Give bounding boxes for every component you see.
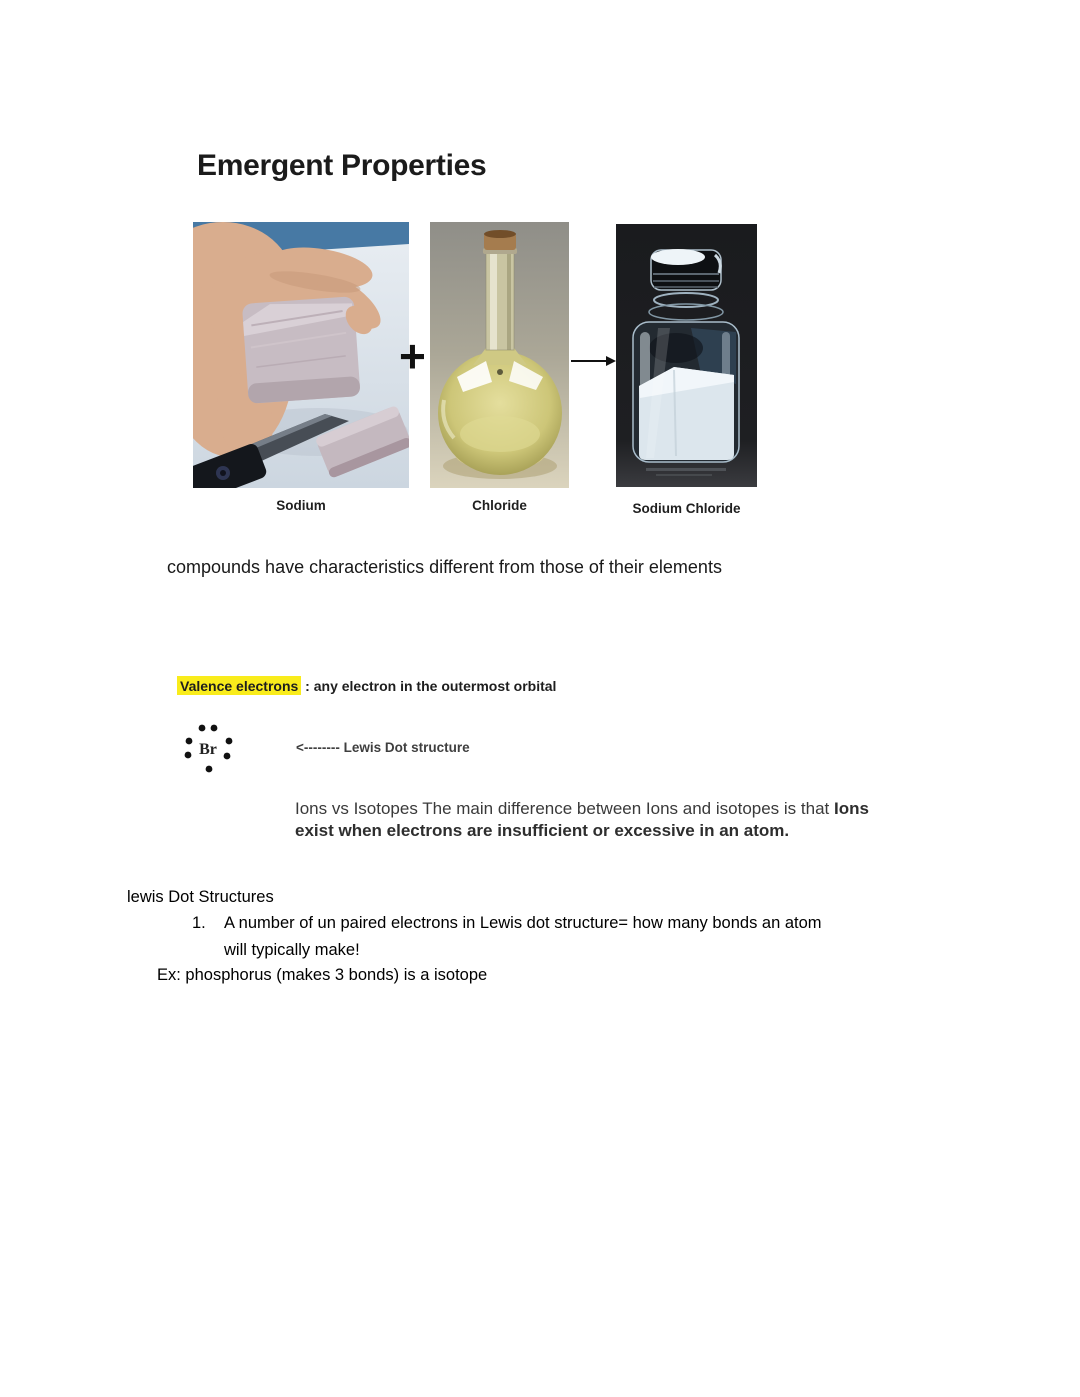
- jar-cap: [651, 249, 721, 290]
- right-arrow-icon: [569, 353, 617, 369]
- sodium-block: [242, 296, 361, 404]
- lewis-dot-structure: [180, 717, 240, 777]
- jar-body: [633, 322, 739, 462]
- photo-label-sodium: Sodium: [276, 498, 326, 513]
- valence-definition: [177, 678, 556, 694]
- cork-stopper: [483, 230, 517, 254]
- page-title: Emergent Properties: [197, 149, 487, 182]
- ions-line-1: Ions vs Isotopes The main difference between Ions and isotopes is that Ions: [295, 799, 869, 818]
- plus-sign: +: [399, 330, 426, 382]
- definition-text: : any electron in the outermost orbital: [301, 678, 557, 694]
- compounds-note: compounds have characteristics different from those of their elements: [167, 557, 722, 577]
- lewis-section-heading: lewis Dot Structures: [127, 888, 274, 906]
- highlighted-term: Valence electrons: [177, 676, 301, 695]
- ions-line-2: exist when electrons are insufficient or excessive in an atom.: [295, 821, 790, 840]
- photo-label-sodium-chloride: Sodium Chloride: [632, 501, 741, 516]
- sodium-photo: [193, 222, 409, 488]
- photo-label-chloride: Chloride: [472, 498, 527, 513]
- example-line: Ex: phosphorus (makes 3 bonds) is a isotope: [157, 966, 488, 984]
- list-item-line-1: A number of un paired electrons in Lewis dot structure= how many bonds an atom: [224, 914, 822, 932]
- chlorine-photo: [430, 222, 569, 488]
- element-symbol: Br: [199, 741, 217, 758]
- list-item-line-2: will typically make!: [224, 941, 360, 959]
- list-number: 1.: [192, 914, 206, 932]
- lewis-structure-caption: <-------- Lewis Dot structure: [296, 740, 470, 755]
- salt-jar-photo: [616, 224, 757, 487]
- ions-vs-isotopes-paragraph: [295, 798, 975, 842]
